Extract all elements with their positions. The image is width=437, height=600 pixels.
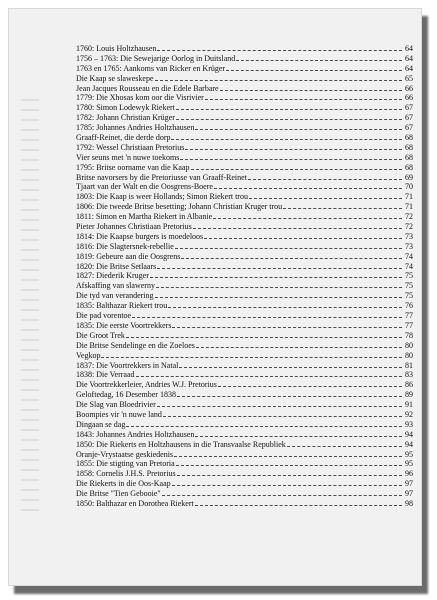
toc-entry bbox=[76, 232, 413, 242]
toc-entry bbox=[76, 281, 413, 291]
toc-entry bbox=[76, 54, 413, 64]
toc-entry-title: 1806: Die tweede Britse besetting; Johann Christian Kruger trou bbox=[76, 202, 283, 212]
dotted-leader bbox=[179, 367, 402, 368]
toc-entry bbox=[76, 479, 413, 489]
toc-entry-page-number: 72 bbox=[405, 222, 413, 232]
toc-entry bbox=[76, 84, 413, 94]
toc-entry bbox=[76, 341, 413, 351]
dotted-leader bbox=[172, 327, 402, 328]
toc-entry bbox=[76, 321, 413, 331]
toc-entry-title: Britse navorsers by die Pretoriusse van Graaff-Reinet bbox=[76, 172, 247, 182]
toc-entry bbox=[76, 361, 413, 371]
toc-entry-page-number: 91 bbox=[405, 400, 413, 410]
toc-entry-title: 1850: Die Riekerts en Holtzhausens in die Transvaalse Republiek bbox=[76, 439, 286, 449]
toc-entry-page-number: 68 bbox=[405, 142, 413, 152]
toc-entry bbox=[76, 202, 413, 212]
dotted-leader bbox=[195, 129, 402, 130]
toc-entry-title: Tjaart van der Walt en die Oosgrens-Boere bbox=[76, 182, 213, 192]
dotted-leader bbox=[181, 258, 402, 259]
dotted-leader bbox=[132, 317, 402, 318]
toc-entry bbox=[76, 123, 413, 133]
toc-entry bbox=[76, 153, 413, 163]
dotted-leader bbox=[195, 505, 402, 506]
toc-entry-page-number: 83 bbox=[405, 370, 413, 380]
toc-entry-title: 1782: Johann Christian Krüger bbox=[76, 113, 175, 123]
toc-entry bbox=[76, 400, 413, 410]
toc-entry bbox=[76, 420, 413, 430]
dotted-leader bbox=[156, 287, 402, 288]
dotted-leader bbox=[155, 80, 402, 81]
dotted-leader bbox=[205, 99, 402, 100]
toc-entry-title: 1756 – 1763: Die Sewejarige Oorlog in Duitsland bbox=[76, 53, 236, 63]
toc-entry-title: 1814: Die Kaapse burgers is moedeloos bbox=[76, 231, 204, 241]
dotted-leader bbox=[172, 485, 402, 486]
toc-entry-title: 1835: Balthazar Riekert trou bbox=[76, 301, 168, 311]
dotted-leader bbox=[150, 277, 402, 278]
toc-entry-title: Die Voortrekkerleier, Andries W.J. Pretorius bbox=[76, 380, 217, 390]
toc-entry-page-number: 95 bbox=[405, 449, 413, 459]
toc-entry-title: Vier seuns met 'n nuwe toekoms bbox=[76, 152, 180, 162]
toc-entry-page-number: 64 bbox=[405, 53, 413, 63]
toc-entry-title: 1763 en 1765: Aankoms van Ricker en Krüger bbox=[76, 63, 226, 73]
table-of-contents bbox=[76, 44, 413, 509]
toc-entry-title: 1780: Simon Lodewyk Riekert bbox=[76, 103, 175, 113]
toc-entry bbox=[76, 103, 413, 113]
toc-entry bbox=[76, 489, 413, 499]
toc-entry-title: 1850: Balthazar en Dorothea Riekert bbox=[76, 498, 194, 508]
toc-entry-title: Boompies vir 'n nuwe land bbox=[76, 409, 162, 419]
toc-entry bbox=[76, 380, 413, 390]
toc-entry bbox=[76, 459, 413, 469]
dotted-leader bbox=[126, 337, 402, 338]
toc-entry-page-number: 97 bbox=[405, 479, 413, 489]
toc-entry-title: 1843: Johannes Andries Holtzhausen bbox=[76, 429, 195, 439]
toc-entry bbox=[76, 222, 413, 232]
toc-entry-title: Die pad vorentoe bbox=[76, 311, 132, 321]
dotted-leader bbox=[236, 60, 402, 61]
toc-entry-page-number: 77 bbox=[405, 320, 413, 330]
toc-entry-title: 1838: Die Verraad bbox=[76, 370, 135, 380]
toc-entry-title: Die Britse "Tien Gebooie" bbox=[76, 489, 161, 499]
dotted-leader bbox=[185, 149, 402, 150]
dotted-leader bbox=[213, 218, 402, 219]
toc-entry bbox=[76, 173, 413, 183]
toc-entry-page-number: 64 bbox=[405, 63, 413, 73]
toc-entry-page-number: 68 bbox=[405, 133, 413, 143]
dotted-leader bbox=[249, 198, 402, 199]
toc-entry bbox=[76, 469, 413, 479]
toc-entry bbox=[76, 64, 413, 74]
toc-entry-page-number: 68 bbox=[405, 162, 413, 172]
toc-entry-page-number: 67 bbox=[405, 123, 413, 133]
dotted-leader bbox=[176, 109, 402, 110]
toc-entry-page-number: 66 bbox=[405, 83, 413, 93]
toc-entry-title: 1785: Johannes Andries Holtzhausen bbox=[76, 123, 195, 133]
toc-entry-title: 1835: Die eerste Voortrekkers bbox=[76, 320, 172, 330]
toc-entry bbox=[76, 93, 413, 103]
toc-entry-page-number: 74 bbox=[405, 251, 413, 261]
dotted-leader bbox=[220, 90, 402, 91]
dotted-leader bbox=[136, 376, 403, 377]
toc-entry-page-number: 67 bbox=[405, 113, 413, 123]
dotted-leader bbox=[157, 406, 402, 407]
toc-entry-title: Die tyd van verandering bbox=[76, 291, 154, 301]
toc-entry-page-number: 93 bbox=[405, 419, 413, 429]
toc-entry-title: Die Kaap se slaweskepe bbox=[76, 73, 154, 83]
dotted-leader bbox=[193, 228, 402, 229]
toc-entry-title: Graaff-Reinet, die derde dorp bbox=[76, 133, 171, 143]
toc-entry-page-number: 92 bbox=[405, 409, 413, 419]
toc-entry-page-number: 71 bbox=[405, 202, 413, 212]
bleed-through-text bbox=[21, 99, 39, 519]
toc-entry-page-number: 66 bbox=[405, 93, 413, 103]
toc-entry-title: Pieter Johannes Christiaan Pretorius bbox=[76, 222, 192, 232]
toc-entry bbox=[76, 113, 413, 123]
dotted-leader bbox=[214, 188, 402, 189]
dotted-leader bbox=[226, 70, 402, 71]
toc-entry-page-number: 76 bbox=[405, 301, 413, 311]
dotted-leader bbox=[168, 307, 402, 308]
dotted-leader bbox=[126, 426, 402, 427]
toc-entry bbox=[76, 163, 413, 173]
toc-entry bbox=[76, 182, 413, 192]
toc-entry bbox=[76, 331, 413, 341]
toc-entry-page-number: 75 bbox=[405, 281, 413, 291]
toc-entry-title: Die Slag van Bloedrivier bbox=[76, 400, 156, 410]
toc-entry-title: Oranje-Vrystaatse geskiedenis bbox=[76, 449, 174, 459]
toc-entry-page-number: 71 bbox=[405, 192, 413, 202]
toc-entry bbox=[76, 410, 413, 420]
toc-entry-page-number: 75 bbox=[405, 271, 413, 281]
dotted-leader bbox=[195, 436, 402, 437]
toc-entry-page-number: 69 bbox=[405, 172, 413, 182]
toc-entry bbox=[76, 499, 413, 509]
toc-entry-title: 1858: Cornelis J.H.S. Pretorius bbox=[76, 469, 176, 479]
toc-entry-page-number: 94 bbox=[405, 439, 413, 449]
toc-entry-title: 1855: Die stigting van Pretoria bbox=[76, 459, 175, 469]
toc-entry-title: Afskaffing van slawerny bbox=[76, 281, 155, 291]
toc-entry-title: Die Riekerts in die Oos-Kaap bbox=[76, 479, 171, 489]
dotted-leader bbox=[171, 139, 402, 140]
toc-entry bbox=[76, 74, 413, 84]
toc-entry-title: Jean Jacques Rousseau en die Edele Barbare bbox=[76, 83, 219, 93]
toc-entry-page-number: 96 bbox=[405, 469, 413, 479]
toc-entry bbox=[76, 301, 413, 311]
dotted-leader bbox=[248, 179, 402, 180]
toc-entry-title: 1827: Diederik Kruger bbox=[76, 271, 149, 281]
toc-entry bbox=[76, 370, 413, 380]
toc-entry-title: Die Groot Trek bbox=[76, 330, 125, 340]
toc-entry-title: Vegkop bbox=[76, 350, 101, 360]
toc-entry-title: 1779: Die Xhosas kom oor die Visrivier bbox=[76, 93, 204, 103]
dotted-leader bbox=[283, 208, 402, 209]
toc-entry bbox=[76, 311, 413, 321]
dotted-leader bbox=[101, 357, 402, 358]
toc-entry bbox=[76, 252, 413, 262]
toc-entry-title: Geloftedag, 16 Desember 1838 bbox=[76, 390, 176, 400]
toc-entry-page-number: 75 bbox=[405, 291, 413, 301]
toc-entry bbox=[76, 291, 413, 301]
dotted-leader bbox=[204, 238, 402, 239]
dotted-leader bbox=[177, 475, 402, 476]
toc-entry bbox=[76, 143, 413, 153]
toc-entry-page-number: 81 bbox=[405, 360, 413, 370]
toc-entry-page-number: 67 bbox=[405, 103, 413, 113]
toc-entry-title: 1792: Wessel Christiaan Pretorius bbox=[76, 142, 185, 152]
toc-entry-page-number: 95 bbox=[405, 459, 413, 469]
toc-entry-page-number: 98 bbox=[405, 498, 413, 508]
toc-entry-title: Die Britse Sendelinge en die Zoeloes bbox=[76, 340, 195, 350]
dotted-leader bbox=[163, 416, 402, 417]
toc-entry-page-number: 70 bbox=[405, 182, 413, 192]
toc-entry bbox=[76, 351, 413, 361]
toc-entry-page-number: 89 bbox=[405, 390, 413, 400]
dotted-leader bbox=[157, 268, 402, 269]
toc-entry-page-number: 72 bbox=[405, 212, 413, 222]
toc-entry bbox=[76, 242, 413, 252]
dotted-leader bbox=[175, 248, 402, 249]
toc-entry-page-number: 94 bbox=[405, 429, 413, 439]
toc-entry-page-number: 64 bbox=[405, 44, 413, 53]
toc-entry-page-number: 97 bbox=[405, 489, 413, 499]
toc-entry bbox=[76, 430, 413, 440]
toc-entry-title: 1795: Britse oorname van die Kaap bbox=[76, 162, 190, 172]
toc-entry bbox=[76, 262, 413, 272]
toc-entry-page-number: 74 bbox=[405, 261, 413, 271]
toc-entry bbox=[76, 212, 413, 222]
toc-entry bbox=[76, 450, 413, 460]
dotted-leader bbox=[218, 386, 402, 387]
toc-entry bbox=[76, 192, 413, 202]
toc-entry-title: Dingaan se dag bbox=[76, 419, 126, 429]
toc-entry-page-number: 68 bbox=[405, 152, 413, 162]
toc-entry-page-number: 73 bbox=[405, 231, 413, 241]
toc-entry bbox=[76, 44, 413, 54]
toc-entry bbox=[76, 133, 413, 143]
toc-entry bbox=[76, 390, 413, 400]
toc-entry-page-number: 77 bbox=[405, 311, 413, 321]
document-page bbox=[8, 8, 422, 586]
dotted-leader bbox=[174, 456, 402, 457]
toc-entry-title: 1819: Gebeure aan die Oosgrens bbox=[76, 251, 181, 261]
dotted-leader bbox=[177, 396, 402, 397]
dotted-leader bbox=[180, 159, 402, 160]
dotted-leader bbox=[196, 347, 402, 348]
dotted-leader bbox=[176, 119, 402, 120]
dotted-leader bbox=[176, 465, 402, 466]
dotted-leader bbox=[191, 169, 402, 170]
toc-entry-title: 1837: Die Voortrekkers in Natal bbox=[76, 360, 179, 370]
toc-entry-title: 1820: Die Britse Setlaars bbox=[76, 261, 157, 271]
toc-entry bbox=[76, 440, 413, 450]
toc-entry-title: 1803: Die Kaap is weer Hollands; Simon Riekert trou bbox=[76, 192, 248, 202]
toc-entry-page-number: 73 bbox=[405, 241, 413, 251]
toc-entry bbox=[76, 271, 413, 281]
toc-entry-page-number: 80 bbox=[405, 350, 413, 360]
dotted-leader bbox=[287, 446, 402, 447]
toc-entry-page-number: 65 bbox=[405, 73, 413, 83]
toc-entry-page-number: 78 bbox=[405, 330, 413, 340]
toc-entry-title: 1760: Louis Holtzhausen bbox=[76, 44, 157, 53]
dotted-leader bbox=[162, 495, 402, 496]
dotted-leader bbox=[155, 297, 402, 298]
toc-entry-title: 1816: Die Slagtersnek-rebellie bbox=[76, 241, 174, 251]
toc-entry-title: 1811: Simon en Martha Riekert in Albanie bbox=[76, 212, 213, 222]
toc-entry-page-number: 80 bbox=[405, 340, 413, 350]
toc-entry-page-number: 86 bbox=[405, 380, 413, 390]
dotted-leader bbox=[157, 50, 402, 51]
